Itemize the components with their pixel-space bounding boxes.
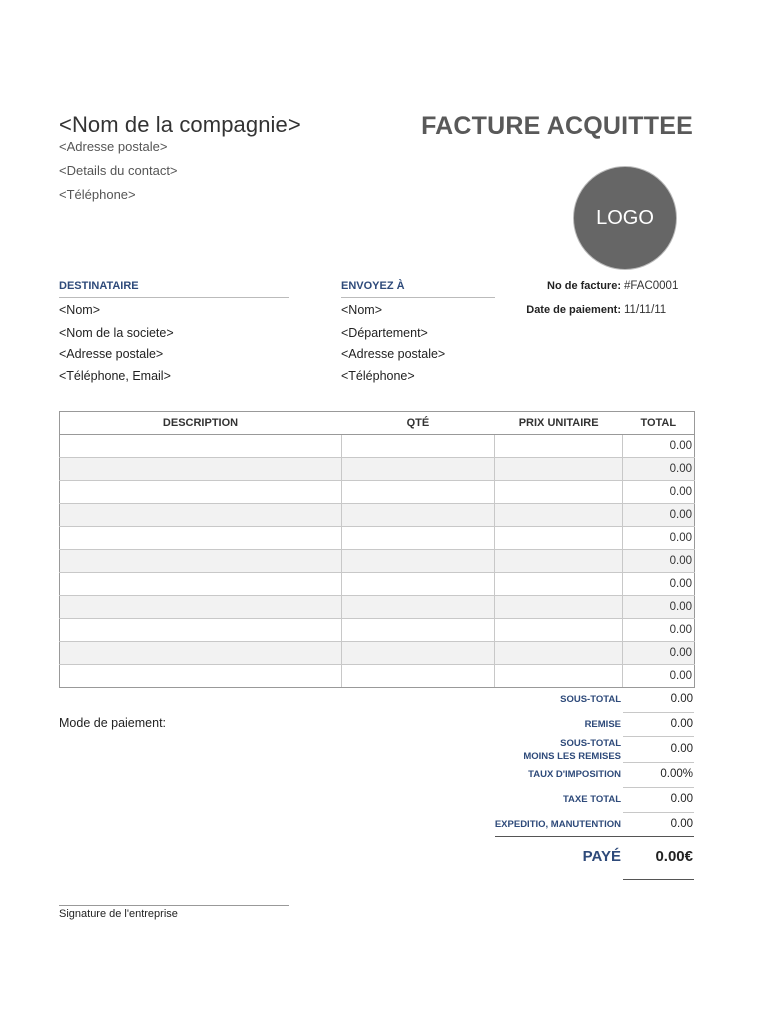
description-cell[interactable] [60, 458, 342, 481]
shipping-label: EXPEDITIO, MANUTENTION [494, 819, 621, 830]
summary-divider [623, 736, 694, 737]
unit-price-cell[interactable] [495, 435, 623, 458]
unit-price-cell[interactable] [495, 596, 623, 619]
description-cell[interactable] [60, 435, 342, 458]
logo-placeholder: LOGO [573, 166, 677, 270]
recipient-company: <Nom de la societe> [59, 326, 174, 340]
table-header-row [60, 412, 695, 435]
ship-to-heading: ENVOYEZ À [341, 280, 495, 298]
paid-underline [623, 879, 694, 880]
table-row [60, 504, 695, 527]
tax-rate-value: 0.00% [660, 768, 693, 780]
total-cell: 0.00 [623, 435, 695, 458]
recipient-address: <Adresse postale> [59, 347, 164, 361]
qty-cell[interactable] [341, 527, 495, 550]
signature-label: Signature de l'entreprise [59, 908, 178, 920]
summary-divider [623, 762, 694, 763]
unit-price-cell[interactable] [495, 642, 623, 665]
table-row [60, 596, 695, 619]
ship-to-phone: <Téléphone> [341, 369, 415, 383]
unit-price-cell[interactable] [495, 550, 623, 573]
column-header-description: DESCRIPTION [60, 412, 342, 435]
column-header-total: TOTAL [623, 412, 695, 435]
recipient-name: <Nom> [59, 303, 100, 317]
summary-divider [623, 712, 694, 713]
description-cell[interactable] [60, 665, 342, 688]
subtotal-label: SOUS-TOTAL [560, 694, 621, 705]
company-name: <Nom de la compagnie> [59, 112, 301, 137]
total-cell: 0.00 [623, 481, 695, 504]
qty-cell[interactable] [341, 458, 495, 481]
description-cell[interactable] [60, 527, 342, 550]
description-cell[interactable] [60, 596, 342, 619]
description-cell[interactable] [60, 642, 342, 665]
table-row [60, 642, 695, 665]
document-title: FACTURE ACQUITTEE [421, 112, 693, 140]
total-cell: 0.00 [623, 504, 695, 527]
total-cell: 0.00 [623, 550, 695, 573]
total-cell: 0.00 [623, 527, 695, 550]
qty-cell[interactable] [341, 642, 495, 665]
qty-cell[interactable] [341, 435, 495, 458]
total-cell: 0.00 [623, 573, 695, 596]
total-cell: 0.00 [623, 619, 695, 642]
unit-price-cell[interactable] [495, 481, 623, 504]
table-row [60, 619, 695, 642]
discount-value: 0.00 [670, 718, 693, 730]
payment-date-value: 11/11/11 [624, 304, 667, 316]
total-cell: 0.00 [623, 458, 695, 481]
description-cell[interactable] [60, 573, 342, 596]
qty-cell[interactable] [341, 504, 495, 527]
qty-cell[interactable] [341, 573, 495, 596]
recipient-heading: DESTINATAIRE [59, 280, 289, 298]
recipient-contact: <Téléphone, Email> [59, 369, 171, 383]
description-cell[interactable] [60, 481, 342, 504]
column-header-qty: QTÉ [341, 412, 495, 435]
total-divider [495, 836, 694, 837]
company-contact: <Details du contact> [59, 163, 178, 178]
qty-cell[interactable] [341, 619, 495, 642]
company-phone: <Téléphone> [59, 187, 136, 202]
qty-cell[interactable] [341, 665, 495, 688]
invoice-number-label: No de facture: [547, 280, 621, 292]
table-row [60, 550, 695, 573]
table-row [60, 665, 695, 688]
table-row [60, 527, 695, 550]
total-cell: 0.00 [623, 596, 695, 619]
unit-price-cell[interactable] [495, 527, 623, 550]
summary-divider [623, 812, 694, 813]
paid-value: 0.00€ [655, 848, 693, 865]
shipping-value: 0.00 [670, 818, 693, 830]
payment-mode-label: Mode de paiement: [59, 716, 167, 730]
subtotal-less-label-2: MOINS LES REMISES [523, 751, 621, 762]
table-row [60, 458, 695, 481]
unit-price-cell[interactable] [495, 619, 623, 642]
description-cell[interactable] [60, 619, 342, 642]
subtotal-less-value: 0.00 [670, 743, 693, 755]
description-cell[interactable] [60, 550, 342, 573]
table-row [60, 481, 695, 504]
unit-price-cell[interactable] [495, 665, 623, 688]
ship-to-address: <Adresse postale> [341, 347, 446, 361]
company-address: <Adresse postale> [59, 139, 168, 154]
total-cell: 0.00 [623, 642, 695, 665]
description-cell[interactable] [60, 504, 342, 527]
unit-price-cell[interactable] [495, 573, 623, 596]
ship-to-department: <Département> [341, 326, 428, 340]
invoice-number-value: #FAC0001 [624, 280, 679, 292]
discount-label: REMISE [584, 719, 621, 730]
total-cell: 0.00 [623, 665, 695, 688]
tax-total-value: 0.00 [670, 793, 693, 805]
ship-to-name: <Nom> [341, 303, 382, 317]
subtotal-value: 0.00 [670, 693, 693, 705]
qty-cell[interactable] [341, 550, 495, 573]
table-row [60, 435, 695, 458]
qty-cell[interactable] [341, 481, 495, 504]
qty-cell[interactable] [341, 596, 495, 619]
paid-label: PAYÉ [582, 848, 621, 865]
unit-price-cell[interactable] [495, 458, 623, 481]
payment-date-label: Date de paiement: [526, 304, 621, 316]
signature-line [59, 905, 289, 906]
unit-price-cell[interactable] [495, 504, 623, 527]
column-header-unit-price: PRIX UNITAIRE [495, 412, 623, 435]
tax-rate-label: TAUX D'IMPOSITION [528, 769, 621, 780]
table-row [60, 573, 695, 596]
tax-total-label: TAXE TOTAL [562, 794, 621, 805]
subtotal-less-label-1: SOUS-TOTAL [560, 738, 621, 749]
items-table [59, 411, 695, 688]
summary-divider [623, 787, 694, 788]
